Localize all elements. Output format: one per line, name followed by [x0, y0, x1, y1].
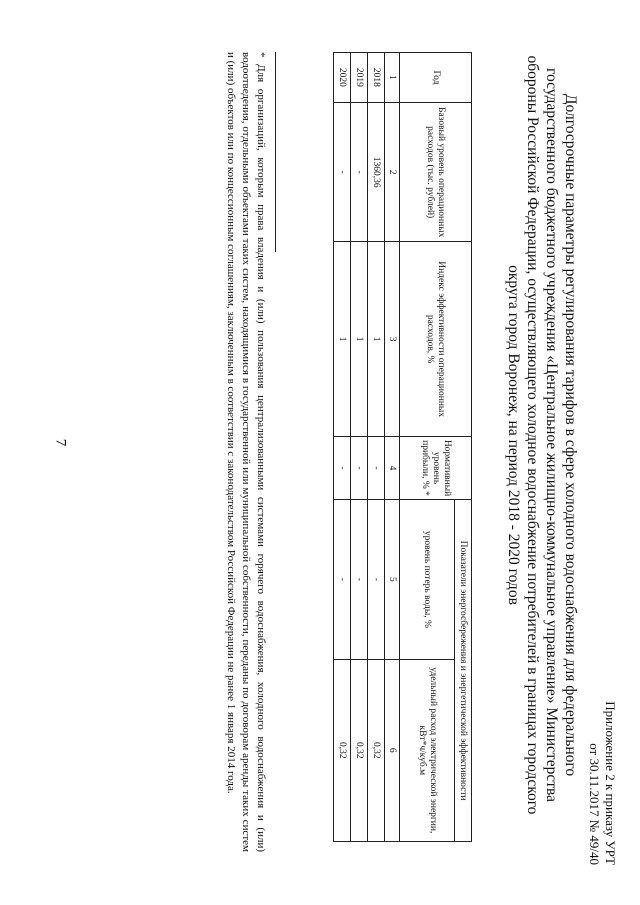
page-number: 7	[52, 438, 69, 447]
footnote-divider	[275, 52, 276, 252]
cell-base-level: -	[334, 102, 351, 242]
cell-water-loss: -	[351, 500, 368, 659]
cell-normative-profit: -	[351, 436, 368, 499]
index-cell: 5	[385, 500, 400, 659]
tariff-parameters-table	[333, 52, 472, 842]
table-index-row	[385, 53, 400, 842]
cell-efficiency-index: 1	[351, 242, 368, 436]
header-base-level: Базовый уровень операционных расходов (тыс. рублей)	[400, 102, 472, 242]
cell-electricity: 0,32	[351, 659, 368, 841]
cell-electricity: 0,32	[334, 659, 351, 841]
appendix-line-1: Приложение 2 к приказу УРТ	[603, 701, 618, 865]
index-cell: 6	[385, 659, 400, 841]
cell-normative-profit: -	[334, 436, 351, 499]
cell-base-level: 1360,36	[368, 102, 385, 242]
appendix-reference	[586, 701, 618, 865]
cell-year: 2018	[368, 53, 385, 103]
index-cell: 2	[385, 102, 400, 242]
footnote: * Для организаций, которым права владения и (или) пользования централизованными системами горячего водоснабжения, холодного водоснабжения и (или) водоотведения, отдельными объектами таких систем, находящимися в государственной или муниципальной собственности, переданы по договорам аренды таких систем и (или) объектов или по концессионным соглашениям, заключенным в соответствии с законодательством Российской Федерации не ранее 1 января 2014 года.	[225, 52, 267, 852]
cell-year: 2020	[334, 53, 351, 103]
header-electricity: удельный расход электрической энергии, кВт*ч/куб.м	[400, 659, 455, 841]
header-efficiency-index: Индекс эффективности операционных расходов, %	[400, 242, 472, 436]
document-title: Долгосрочные параметры регулирования тарифов в сфере холодного водоснабжения для федерального государственного бюджетного учреждения «Центральное жилищно-коммунальное управление» Министерства обороны Российской Федерации, осуществляющего холодное водоснабжение потребителей в границах городского округа город Воронеж, на период 2018 - 2020 годов	[505, 55, 579, 815]
table-row	[351, 53, 368, 842]
header-water-loss: уровень потерь воды, %	[400, 500, 455, 659]
cell-year: 2019	[351, 53, 368, 103]
cell-base-level: -	[351, 102, 368, 242]
cell-efficiency-index: 1	[334, 242, 351, 436]
header-year: Год	[400, 53, 472, 103]
appendix-line-2: от 30.11.2017 № 49/40	[587, 743, 602, 865]
table-header-row-1	[455, 53, 472, 842]
index-cell: 4	[385, 436, 400, 499]
table-row	[334, 53, 351, 842]
cell-water-loss: -	[368, 500, 385, 659]
index-cell: 1	[385, 53, 400, 103]
header-energy-group: Показатели энергосбережения и энергетической эффективности	[455, 500, 472, 842]
index-cell: 3	[385, 242, 400, 436]
table-row	[368, 53, 385, 842]
cell-efficiency-index: 1	[368, 242, 385, 436]
cell-electricity: 0,32	[368, 659, 385, 841]
cell-normative-profit: -	[368, 436, 385, 499]
cell-water-loss: -	[334, 500, 351, 659]
header-normative-profit: Нормативный уровень прибыли, % *	[400, 436, 472, 499]
